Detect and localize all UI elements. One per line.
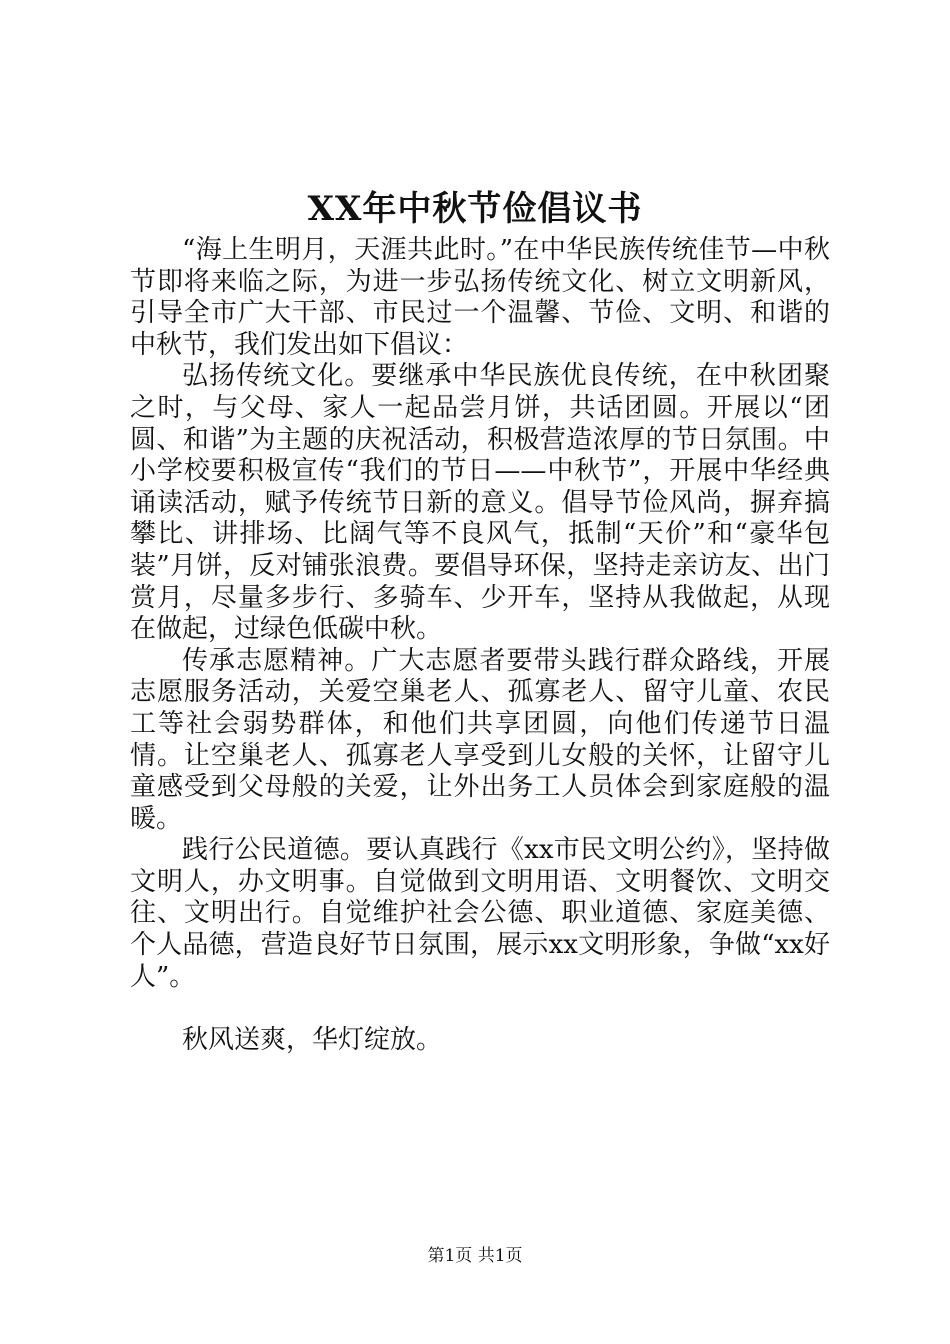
paragraph-morality: 践行公民道德。要认真践行《xx市民文明公约》，坚持做文明人，办文明事。自觉做到文明用语、文明餐饮、文明交往、文明出行。自觉维护社会公德、职业道德、家庭美德、个人品德，营造良好节日氛围，展示xx文明形象，争做“xx好人”。 (130, 835, 830, 992)
document-body (130, 235, 830, 1056)
page-footer: 第1页 共1页 (427, 1246, 523, 1266)
paragraph-volunteer: 传承志愿精神。广大志愿者要带头践行群众路线，开展志愿服务活动，关爱空巢老人、孤寡老人、留守儿童、农民工等社会弱势群体，和他们共享团圆，向他们传递节日温情。让空巢老人、孤寡老人享受到儿女般的关怀，让留守儿童感受到父母般的关爱，让外出务工人员体会到家庭般的温暖。 (130, 645, 830, 834)
paragraph-closing: 秋风送爽，华灯绽放。 (182, 1024, 443, 1055)
paragraph-intro: “海上生明月，天涯共此时。”在中华民族传统佳节—中秋节即将来临之际，为进一步弘扬传统文化、树立文明新风，引导全市广大干部、市民过一个温馨、节俭、文明、和谐的中秋节，我们发出如下倡议： (130, 235, 830, 360)
paragraph-tradition: 弘扬传统文化。要继承中华民族优良传统，在中秋团聚之时，与父母、家人一起品尝月饼，共话团圆。开展以“团圆、和谐”为主题的庆祝活动，积极营造浓厚的节日氛围。中小学校要积极宣传“我们的节日——中秋节”，开展中华经典诵读活动，赋予传统节日新的意义。倡导节俭风尚，摒弃搞攀比、讲排场、比阔气等不良风气，抵制“天价”和“豪华包装”月饼，反对铺张浪费。要倡导环保，坚持走亲访友、出门赏月，尽量多步行、多骑车、少开车，坚持从我做起，从现在做起，过绿色低碳中秋。 (130, 361, 830, 645)
document-title: XX年中秋节俭倡议书 (307, 189, 643, 229)
